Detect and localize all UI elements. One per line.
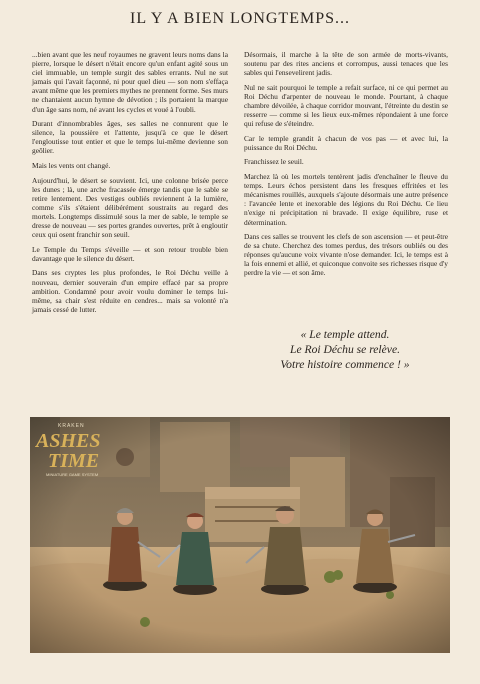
quote-line: « Le temple attend. (300, 328, 390, 341)
paragraph: ...bien avant que les neuf royaumes ne gravent leurs noms dans la pierre, lorsque le désert n'était encore qu'un enfant agité sous un ciel immuable, un temple surgit des sables errants. Nul ne sut jamais qui l'avait façonné, ni pour quel dieu — son nom s'effaça avant même que les premiers mythes ne prennent forme. Ses murs ne chantaient aucun hymne de dévotion ; ils portaient la marque d'un âge sans nom, né avant les cycles et voué à l'oubli. (32, 50, 228, 114)
left-column (32, 50, 228, 319)
page-title: IL Y A BIEN LONGTEMPS... (130, 10, 350, 27)
paragraph: Nul ne sait pourquoi le temple a refait surface, ni ce qui permet au Roi Déchu d'arpenter de nouveau le monde. Pourtant, à chaque chambre dévoilée, à chaque corridor mouvant, l'étreinte du destin se resserre — comme si les lieux eux-mêmes répondaient à une force qui refuse de s'éteindre. (244, 82, 448, 129)
pull-quote (240, 327, 450, 372)
logo-brand: KRAKEN (58, 423, 85, 429)
logo-title-bottom: TIME (48, 450, 100, 472)
logo-subtitle: MINIATURE GAME SYSTEM (46, 472, 99, 477)
photo-illustration (30, 417, 450, 653)
logo-title-top: ASHES (36, 430, 101, 452)
quote-line: Votre histoire commence ! » (280, 358, 410, 371)
right-column (244, 50, 448, 283)
paragraph: Désormais, il marche à la tête de son armée de morts-vivants, soutenu par des rites anciens et corrompus, aussi tenaces que les sables qui l'ensevelirent jadis. (244, 50, 448, 78)
paragraph: Dans ses cryptes les plus profondes, le Roi Déchu veille à nouveau, dernier souverain d'un empire effacé par sa propre ambition. Condamné pour avoir voulu dominer le temps lui-même, sa chair s'est réduite en cendres... mais sa volonté n'a jamais cessé de lutter. (32, 268, 228, 314)
paragraph: Mais les vents ont changé. (32, 161, 111, 171)
paragraph: Le Temple du Temps s'éveille — et son retour trouble bien davantage que le silence du désert. (32, 244, 228, 263)
paragraph: Marchez là où les mortels tentèrent jadis d'enchaîner le fleuve du temps. Leurs échos persistent dans les fresques effritées et les mécanismes rouillés, auxquels s'ajoute désormais une autre présence : l'avancée lente et inexorable des légions du Roi Déchu. Ce lieu n'exige ni précipitation ni bravade. Il exige équilibre, ruse et détermination. (244, 172, 448, 227)
paragraph: Aujourd'hui, le désert se souvient. Ici, une colonne brisée perce les dunes ; là, une arche fracassée émerge tandis que le sable se retire lentement. Des vestiges oubliés reviennent à la lumière, comme s'ils s'étaient délibérément soustraits au regard des mortels. Longtemps dissimulé sous la mer de sable, le temple se dresse de nouveau — ses portes grandes ouvertes, prêt à engloutir ceux qui osent franchir son seuil. (32, 175, 228, 240)
paragraph: Durant d'innombrables âges, ses salles ne connurent que le silence, la poussière et l'attente, jusqu'à ce que le désert l'engloutisse tout entier et que le temps lui-même devienne son geôlier. (32, 119, 228, 156)
miniatures-photo (30, 417, 450, 653)
paragraph: Franchissez le seuil. (244, 157, 304, 167)
quote-line: Le Roi Déchu se relève. (290, 343, 400, 356)
paragraph: Car le temple grandit à chacun de vos pas — et avec lui, la puissance du Roi Déchu. (244, 133, 448, 152)
paragraph: Dans ces salles se trouvent les clefs de son ascension — et peut-être de sa chute. Cherchez des tomes perdus, des trésors oubliés ou des réponses qu'aucune voix vivante n'ose demander. Ici, le temps est à la fois ennemi et allié, et quiconque convoite ses richesses risque d'y perdre la vie — et son âme. (244, 232, 448, 278)
